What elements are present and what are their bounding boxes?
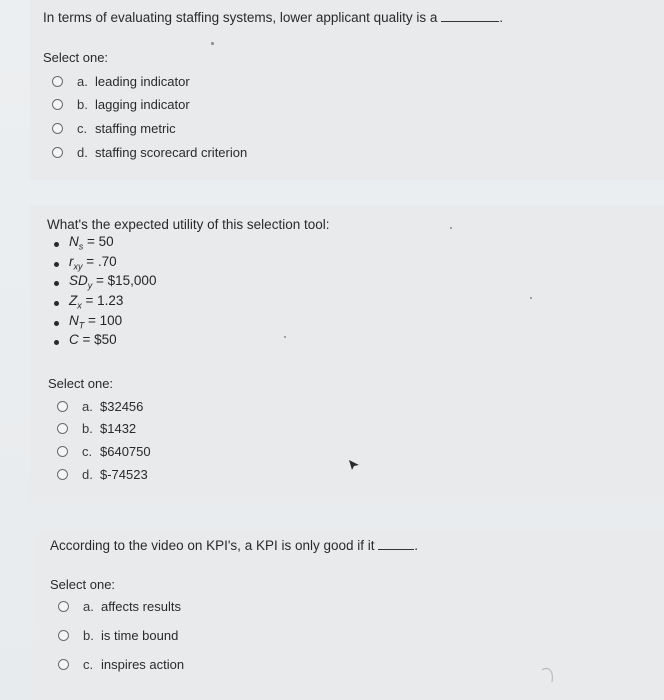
radio-button[interactable] [57,469,68,480]
bullet-icon [54,242,59,247]
option-b[interactable] [58,628,178,643]
question-card-3 [34,530,664,700]
radio-button[interactable] [58,659,69,670]
list-item: $r_{xy} = .70$ [54,255,156,275]
option-a[interactable] [57,399,143,414]
radio-button[interactable] [52,99,63,110]
option-letter: b. [83,628,94,643]
bullet-icon [54,281,59,286]
dust-speck [450,227,452,229]
option-c[interactable] [57,444,151,459]
radio-button[interactable] [57,423,68,434]
question-text [50,538,418,553]
dust-speck [211,42,214,45]
blank-period: . [414,538,419,553]
mouse-cursor-icon [348,459,360,471]
option-a[interactable] [52,74,190,89]
option-letter: c. [77,121,88,136]
option-letter: b. [77,97,88,112]
given-values-list [54,235,156,353]
option-label: staffing metric [95,121,176,136]
radio-button[interactable] [58,630,69,641]
option-letter: d. [82,467,93,482]
question-2-text: What's the expected utility of this selection tool: [47,217,330,232]
option-d[interactable] [57,467,148,482]
option-letter: b. [82,421,93,436]
radio-button[interactable] [58,601,69,612]
select-one-label: Select one: [48,376,114,391]
option-letter: c. [83,657,94,672]
option-letter: a. [83,599,94,614]
blank-line [378,549,414,550]
option-d[interactable] [52,145,247,160]
option-label: $1432 [100,421,137,436]
answer-blank [437,10,441,25]
question-card-2 [30,205,664,503]
option-letter: d. [77,145,88,160]
option-label: staffing scorecard criterion [95,145,248,160]
option-label: $-74523 [100,467,148,482]
option-label: $32456 [100,399,144,414]
bullet-icon [54,301,59,306]
pen-stroke-mark [540,664,558,684]
option-label: affects results [101,599,181,614]
option-c[interactable] [58,657,184,672]
blank-period: . [499,10,503,25]
radio-button[interactable] [57,401,68,412]
option-b[interactable] [52,97,190,112]
list-item: $SD_y$ = $15,000 [54,274,156,294]
option-b[interactable] [57,421,136,436]
option-letter: a. [82,399,93,414]
radio-button[interactable] [57,446,68,457]
question-3-text: According to the video on KPI's, a KPI is only good if it [50,538,375,553]
bullet-icon [54,340,59,345]
question-text [43,10,503,25]
select-one-label: Select one: [50,577,116,592]
option-label: leading indicator [95,74,190,89]
option-c[interactable] [52,121,176,136]
radio-button[interactable] [52,76,63,87]
answer-blank [375,538,379,553]
blank-line [441,21,499,22]
radio-button[interactable] [52,123,63,134]
radio-button[interactable] [52,147,63,158]
bullet-icon [54,321,59,326]
option-label: inspires action [101,657,185,672]
bullet-icon [54,262,59,267]
dust-speck [530,297,532,299]
list-item: C = $50 [54,333,156,353]
option-letter: c. [82,444,93,459]
option-a[interactable] [58,599,181,614]
option-letter: a. [77,74,88,89]
question-card-1 [30,0,664,180]
select-one-label: Select one: [43,50,109,65]
option-label: $640750 [100,444,151,459]
dust-speck [284,336,286,338]
list-item: $N_T = 100$ [54,313,156,333]
option-label: lagging indicator [95,97,190,112]
list-item: $Z_x = 1.23$ [54,294,156,314]
option-label: is time bound [101,628,179,643]
question-1-text: In terms of evaluating staffing systems, lower applicant quality is a [43,10,438,25]
list-item: $N_s = 50$ [54,235,156,255]
